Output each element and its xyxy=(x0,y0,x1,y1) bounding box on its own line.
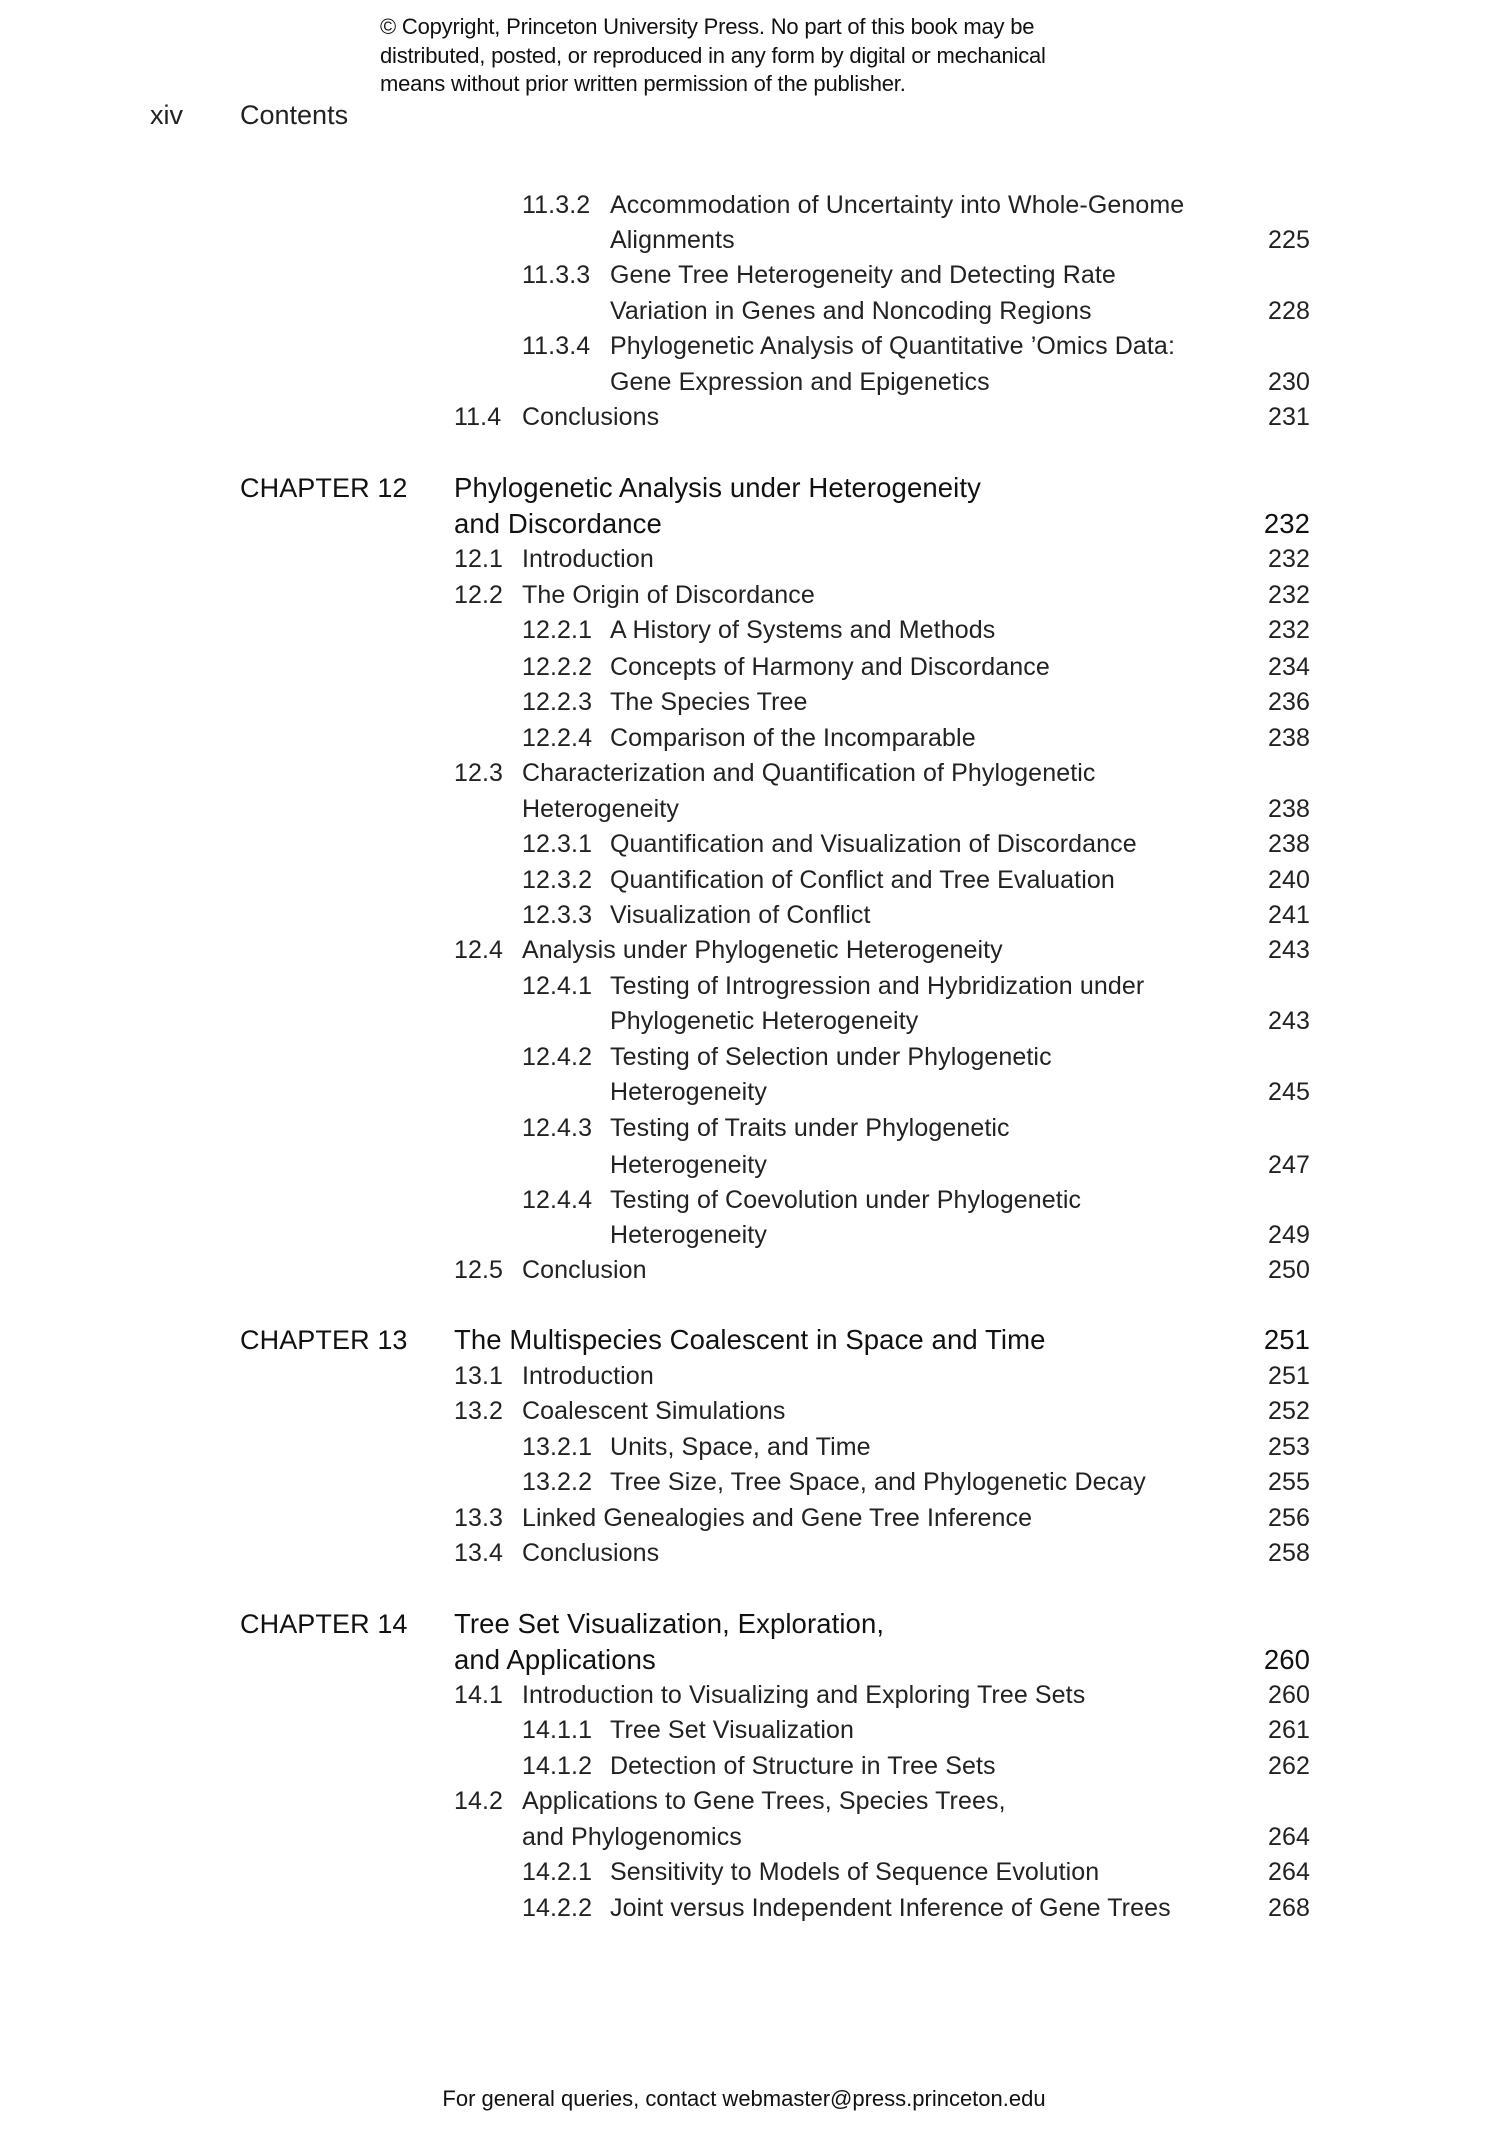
chapter-12-heading[interactable] xyxy=(0,470,1500,506)
section-title-continued: Variation in Genes and Noncoding Regions xyxy=(610,297,1092,325)
section-title-continued: Alignments xyxy=(610,226,735,254)
section-number: 13.2.2 xyxy=(522,1468,593,1496)
toc-entry-12-2-2[interactable] xyxy=(0,649,1500,685)
section-title: Testing of Selection under Phylogenetic xyxy=(610,1043,1052,1071)
copyright-line: © Copyright, Princeton University Press. No part of this book may be xyxy=(380,14,1035,39)
section-number: 11.3.3 xyxy=(522,261,591,289)
toc-entry-13-2-1[interactable] xyxy=(0,1429,1500,1465)
toc-entry-13-2[interactable] xyxy=(0,1393,1500,1429)
section-title: Introduction xyxy=(522,1362,654,1390)
section-title-continued: Heterogeneity xyxy=(610,1151,767,1179)
section-number: 11.3.4 xyxy=(522,332,591,360)
chapter-12-heading-continued[interactable] xyxy=(0,506,1500,542)
section-title: Introduction xyxy=(522,545,654,573)
footer-text: For general queries, contact webmaster@press.princeton.edu xyxy=(442,2086,1046,2111)
section-number: 12.4.4 xyxy=(522,1186,593,1214)
toc-entry-continuation[interactable] xyxy=(0,1217,1500,1253)
page-number: 236 xyxy=(1267,688,1310,716)
toc-entry-continuation[interactable] xyxy=(0,791,1500,827)
section-title: Applications to Gene Trees, Species Trees, xyxy=(522,1787,1006,1815)
page-number: 262 xyxy=(1267,1752,1310,1780)
toc-entry-14-2[interactable] xyxy=(0,1783,1500,1819)
toc-entry-12-4-1[interactable] xyxy=(0,968,1500,1004)
toc-entry-11-4[interactable] xyxy=(0,399,1500,435)
page-number: 238 xyxy=(1267,724,1310,752)
toc-entry-13-4[interactable] xyxy=(0,1535,1500,1571)
chapter-14-heading[interactable] xyxy=(0,1606,1500,1642)
section-title: Phylogenetic Analysis of Quantitative ’Omics Data: xyxy=(610,332,1175,360)
toc-entry-12-2-3[interactable] xyxy=(0,684,1500,720)
chapter-title: Phylogenetic Analysis under Heterogeneity xyxy=(454,472,981,503)
page-number: 261 xyxy=(1267,1716,1310,1744)
section-title: Gene Tree Heterogeneity and Detecting Rate xyxy=(610,261,1116,289)
section-title: Conclusions xyxy=(522,1539,660,1567)
section-title: Testing of Coevolution under Phylogenetic xyxy=(610,1186,1082,1214)
chapter-title-continued: and Applications xyxy=(454,1644,656,1675)
section-title: Tree Size, Tree Space, and Phylogenetic Decay xyxy=(610,1468,1146,1496)
section-title: Characterization and Quantification of Phylogenetic xyxy=(522,759,1096,787)
section-number: 14.2.1 xyxy=(522,1858,593,1886)
chapter-page-number: 260 xyxy=(1263,1644,1310,1675)
section-title: Conclusion xyxy=(522,1256,647,1284)
toc-entry-14-2-2[interactable] xyxy=(0,1890,1500,1926)
page-number: 243 xyxy=(1267,936,1310,964)
toc-entry-12-2-4[interactable] xyxy=(0,720,1500,756)
section-number: 11.4 xyxy=(454,403,502,431)
toc-entry-11-3-2[interactable] xyxy=(0,187,1500,223)
page-number: 249 xyxy=(1267,1221,1310,1249)
page-number: 250 xyxy=(1267,1256,1310,1284)
section-title: A History of Systems and Methods xyxy=(610,616,996,644)
section-number: 13.1 xyxy=(454,1362,504,1390)
chapter-label: CHAPTER 12 xyxy=(240,473,408,503)
page-number: 268 xyxy=(1267,1894,1310,1922)
section-title: Joint versus Independent Inference of Gene Trees xyxy=(610,1894,1171,1922)
page-number: 252 xyxy=(1267,1397,1310,1425)
section-number: 12.2.4 xyxy=(522,724,593,752)
section-title: Sensitivity to Models of Sequence Evolution xyxy=(610,1858,1100,1886)
section-number: 12.5 xyxy=(454,1256,504,1284)
section-number: 14.1 xyxy=(454,1681,504,1709)
section-title-continued: Heterogeneity xyxy=(522,795,679,823)
section-title: Detection of Structure in Tree Sets xyxy=(610,1752,996,1780)
section-title: Tree Set Visualization xyxy=(610,1716,854,1744)
toc-entry-12-1[interactable] xyxy=(0,541,1500,577)
page-number: 241 xyxy=(1267,901,1310,929)
toc-entry-12-4-2[interactable] xyxy=(0,1039,1500,1075)
toc-entry-12-3[interactable] xyxy=(0,755,1500,791)
section-number: 13.2 xyxy=(454,1397,504,1425)
page-number: 230 xyxy=(1267,368,1310,396)
section-title-continued: Phylogenetic Heterogeneity xyxy=(610,1007,919,1035)
section-number: 14.1.1 xyxy=(522,1716,593,1744)
section-title: Units, Space, and Time xyxy=(610,1433,871,1461)
page-number: 264 xyxy=(1267,1823,1310,1851)
section-title: Introduction to Visualizing and Exploring Tree Sets xyxy=(522,1681,1086,1709)
page-number: 232 xyxy=(1267,545,1310,573)
toc-entry-continuation[interactable] xyxy=(0,364,1500,400)
page-number: 260 xyxy=(1267,1681,1310,1709)
chapter-14-heading-continued[interactable] xyxy=(0,1642,1500,1678)
toc-entry-12-4[interactable] xyxy=(0,932,1500,968)
section-title: Accommodation of Uncertainty into Whole-Genome xyxy=(610,191,1185,219)
section-number: 12.3.2 xyxy=(522,866,593,894)
page-number: 258 xyxy=(1267,1539,1310,1567)
page-number: 245 xyxy=(1267,1078,1310,1106)
page-number: 231 xyxy=(1267,403,1310,431)
section-number: 13.2.1 xyxy=(522,1433,593,1461)
toc-entry-12-2[interactable] xyxy=(0,577,1500,613)
section-number: 12.4 xyxy=(454,936,504,964)
chapter-label: CHAPTER 14 xyxy=(240,1609,408,1639)
toc-entry-12-3-3[interactable] xyxy=(0,897,1500,933)
toc-entry-continuation[interactable] xyxy=(0,1819,1500,1855)
section-number: 12.1 xyxy=(454,545,504,573)
toc-entry-continuation[interactable] xyxy=(0,1147,1500,1183)
section-title-continued: Gene Expression and Epigenetics xyxy=(610,368,990,396)
section-number: 12.2 xyxy=(454,581,504,609)
section-title: Conclusions xyxy=(522,403,660,431)
copyright-line: means without prior written permission of the publisher. xyxy=(380,71,906,96)
section-number: 12.2.2 xyxy=(522,653,593,681)
toc-entry-14-1-1[interactable] xyxy=(0,1712,1500,1748)
section-title: Quantification of Conflict and Tree Evaluation xyxy=(610,866,1115,894)
page-number: 240 xyxy=(1267,866,1310,894)
toc-entry-13-2-2[interactable] xyxy=(0,1464,1500,1500)
section-number: 12.3 xyxy=(454,759,504,787)
toc-entry-13-1[interactable] xyxy=(0,1358,1500,1394)
section-title: Concepts of Harmony and Discordance xyxy=(610,653,1050,681)
page-number: 238 xyxy=(1267,795,1310,823)
page-number: 228 xyxy=(1267,297,1310,325)
section-number: 12.3.1 xyxy=(522,830,593,858)
page-number: 225 xyxy=(1267,226,1310,254)
section-number: 12.2.1 xyxy=(522,616,593,644)
toc-entry-12-3-1[interactable] xyxy=(0,826,1500,862)
toc-entry-14-1[interactable] xyxy=(0,1677,1500,1713)
footer-contact xyxy=(0,2086,1500,2112)
toc-entry-12-4-4[interactable] xyxy=(0,1182,1500,1218)
section-number: 13.4 xyxy=(454,1539,504,1567)
section-number: 12.2.3 xyxy=(522,688,593,716)
toc-entry-12-4-3[interactable] xyxy=(0,1110,1500,1146)
page-number: 232 xyxy=(1267,581,1310,609)
section-title-continued: and Phylogenomics xyxy=(522,1823,742,1851)
section-title: Analysis under Phylogenetic Heterogeneity xyxy=(522,936,1003,964)
section-number: 13.3 xyxy=(454,1504,504,1532)
toc-entry-continuation[interactable] xyxy=(0,1003,1500,1039)
page-number: 243 xyxy=(1267,1007,1310,1035)
section-number: 12.4.2 xyxy=(522,1043,593,1071)
section-title: Comparison of the Incomparable xyxy=(610,724,976,752)
page-number-roman: xiv xyxy=(150,100,183,130)
chapter-label: CHAPTER 13 xyxy=(240,1325,408,1355)
chapter-page-number: 232 xyxy=(1263,508,1310,539)
copyright-line: distributed, posted, or reproduced in any form by digital or mechanical xyxy=(380,42,1046,68)
section-title: Visualization of Conflict xyxy=(610,901,871,929)
chapter-title: The Multispecies Coalescent in Space and Time xyxy=(454,1324,1046,1355)
section-number: 12.3.3 xyxy=(522,901,593,929)
toc-entry-11-3-4[interactable] xyxy=(0,328,1500,364)
chapter-13-heading[interactable] xyxy=(0,1322,1500,1358)
section-title: Testing of Introgression and Hybridization under xyxy=(610,972,1145,1000)
page-number: 238 xyxy=(1267,830,1310,858)
section-title-continued: Heterogeneity xyxy=(610,1221,767,1249)
toc-entry-continuation[interactable] xyxy=(0,293,1500,329)
toc-entry-14-2-1[interactable] xyxy=(0,1854,1500,1890)
page-number: 247 xyxy=(1267,1151,1310,1179)
section-title-continued: Heterogeneity xyxy=(610,1078,767,1106)
page-number: 234 xyxy=(1267,653,1310,681)
section-title: The Species Tree xyxy=(610,688,808,716)
running-head-title: Contents xyxy=(240,100,349,130)
toc-entry-continuation[interactable] xyxy=(0,222,1500,258)
chapter-title-continued: and Discordance xyxy=(454,508,662,539)
section-title: Quantification and Visualization of Discordance xyxy=(610,830,1137,858)
toc-entry-12-3-2[interactable] xyxy=(0,862,1500,898)
copyright-notice xyxy=(380,13,1046,99)
toc-entry-continuation[interactable] xyxy=(0,1074,1500,1110)
section-number: 14.2.2 xyxy=(522,1894,593,1922)
toc-entry-13-3[interactable] xyxy=(0,1500,1500,1536)
toc-entry-12-2-1[interactable] xyxy=(0,612,1500,648)
section-number: 12.4.3 xyxy=(522,1114,593,1142)
page-number: 232 xyxy=(1267,616,1310,644)
page-number: 264 xyxy=(1267,1858,1310,1886)
toc-entry-11-3-3[interactable] xyxy=(0,257,1500,293)
section-title: The Origin of Discordance xyxy=(522,581,815,609)
toc-entry-12-5[interactable] xyxy=(0,1252,1500,1288)
section-number: 14.2 xyxy=(454,1787,504,1815)
chapter-title: Tree Set Visualization, Exploration, xyxy=(454,1608,885,1639)
section-title: Testing of Traits under Phylogenetic xyxy=(610,1114,1010,1142)
page-number: 253 xyxy=(1267,1433,1310,1461)
page-number: 256 xyxy=(1267,1504,1310,1532)
section-title: Linked Genealogies and Gene Tree Inference xyxy=(522,1504,1033,1532)
page-number: 255 xyxy=(1267,1468,1310,1496)
section-number: 12.4.1 xyxy=(522,972,593,1000)
page-number: 251 xyxy=(1267,1362,1310,1390)
chapter-page-number: 251 xyxy=(1263,1324,1310,1355)
section-number: 11.3.2 xyxy=(522,191,591,219)
toc-entry-14-1-2[interactable] xyxy=(0,1748,1500,1784)
section-number: 14.1.2 xyxy=(522,1752,593,1780)
section-title: Coalescent Simulations xyxy=(522,1397,786,1425)
